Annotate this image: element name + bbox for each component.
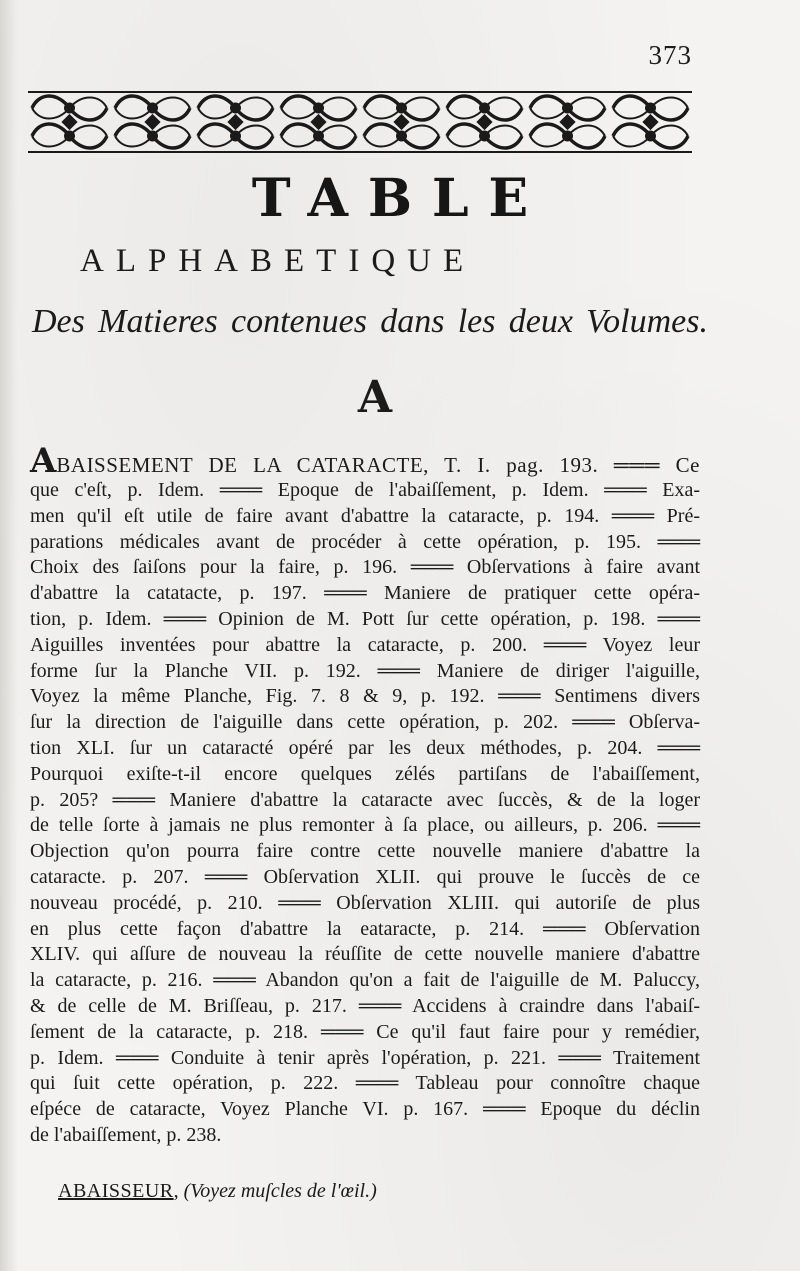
page-title: TABLE bbox=[251, 168, 549, 229]
entry-cross-reference: (Voyez muſcles de l'œil.) bbox=[183, 1180, 377, 1202]
entry-headword: ABAISSEUR bbox=[58, 1180, 174, 1202]
decorative-ornament-band bbox=[28, 88, 692, 156]
entry-line-text: BAISSEMENT DE LA CATARACTE, T. I. pag. 193. ═══ Ce bbox=[56, 453, 700, 477]
index-entry-abaisseur: ABAISSEUR, (Voyez muſcles de l'œil.) bbox=[58, 1180, 377, 1202]
entry-line: Pourquoi exiſte-t-il encore quelques zélés partiſans de l'abaiſſement, bbox=[30, 762, 700, 785]
entry-line: que c'eſt, p. Idem. ═══ Epoque de l'abaiſſement, p. Idem. ═══ Exa- bbox=[30, 479, 700, 501]
drop-cap: A bbox=[30, 441, 57, 481]
entry-line: de l'abaiſſement, p. 238. bbox=[30, 1123, 222, 1146]
entry-line: & de celle de M. Briſſeau, p. 217. ═══ Accidens à craindre dans l'abaiſ- bbox=[30, 994, 700, 1017]
entry-line: la cataracte, p. 216. ═══ Abandon qu'on a fait de l'aiguille de M. Paluccy, bbox=[30, 969, 700, 992]
entry-line: p. 205? ═══ Maniere d'abattre la cataracte avec ſuccès, & de la loger bbox=[30, 788, 700, 811]
entry-line: Objection qu'on pourra faire contre cette nouvelle maniere d'abattre la bbox=[30, 840, 700, 863]
entry-line: p. Idem. ═══ Conduite à tenir après l'opération, p. 221. ═══ Traitement bbox=[30, 1046, 700, 1069]
page-subtitle: ALPHABETIQUE bbox=[80, 243, 476, 279]
entry-line: XLIV. qui aſſure de nouveau la réuſſite de cette nouvelle maniere d'abattre bbox=[30, 943, 700, 966]
page-subtitle-description: Des Matieres contenues dans les deux Volumes. bbox=[32, 303, 708, 340]
entry-line bbox=[30, 441, 700, 481]
section-letter-heading: A bbox=[357, 372, 393, 423]
entry-line: Voyez la même Planche, Fig. 7. 8 & 9, p. 192. ═══ Sentimens divers bbox=[30, 685, 700, 708]
entry-line: tion XLI. ſur un cataracté opéré par les deux méthodes, p. 204. ═══ bbox=[30, 736, 700, 759]
entry-line: Aiguilles inventées pour abattre la cataracte, p. 200. ═══ Voyez leur bbox=[30, 633, 700, 656]
entry-line: tion, p. Idem. ═══ Opinion de M. Pott ſur cette opération, p. 198. ═══ bbox=[30, 607, 700, 630]
entry-line: ſement de la cataracte, p. 218. ═══ Ce qu'il faut faire pour y remédier, bbox=[30, 1020, 700, 1043]
entry-line: cataracte. p. 207. ═══ Obſervation XLII. qui prouve le ſuccès de ce bbox=[30, 865, 700, 888]
index-entry-abaissement bbox=[30, 441, 700, 1149]
entry-line: en plus cette façon d'abattre la eataracte, p. 214. ═══ Obſervation bbox=[30, 917, 700, 940]
entry-line: forme ſur la Planche VII. p. 192. ═══ Maniere de diriger l'aiguille, bbox=[30, 659, 700, 682]
entry-line: men qu'il eſt utile de faire avant d'abattre la cataracte, p. 194. ═══ Pré- bbox=[30, 504, 700, 527]
page-number: 373 bbox=[648, 40, 692, 70]
entry-line: nouveau procédé, p. 210. ═══ Obſervation XLIII. qui autoriſe de plus bbox=[30, 891, 700, 914]
entry-line: d'abattre la catatacte, p. 197. ═══ Maniere de pratiquer cette opéra- bbox=[30, 582, 700, 605]
entry-line: qui ſuit cette opération, p. 222. ═══ Tableau pour connoître chaque bbox=[30, 1072, 700, 1095]
entry-line: Choix des ſaiſons pour la faire, p. 196. ═══ Obſervations à faire avant bbox=[30, 556, 700, 579]
entry-line: de telle ſorte à jamais ne plus remonter à ſa place, ou ailleurs, p. 206. ═══ bbox=[30, 814, 700, 837]
entry-line: eſpéce de cataracte, Voyez Planche VI. p. 167. ═══ Epoque du déclin bbox=[30, 1098, 700, 1121]
entry-line: parations médicales avant de procéder à cette opération, p. 195. ═══ bbox=[30, 530, 700, 553]
entry-line: ſur la direction de l'aiguille dans cette opération, p. 202. ═══ Obſerva- bbox=[30, 711, 700, 734]
